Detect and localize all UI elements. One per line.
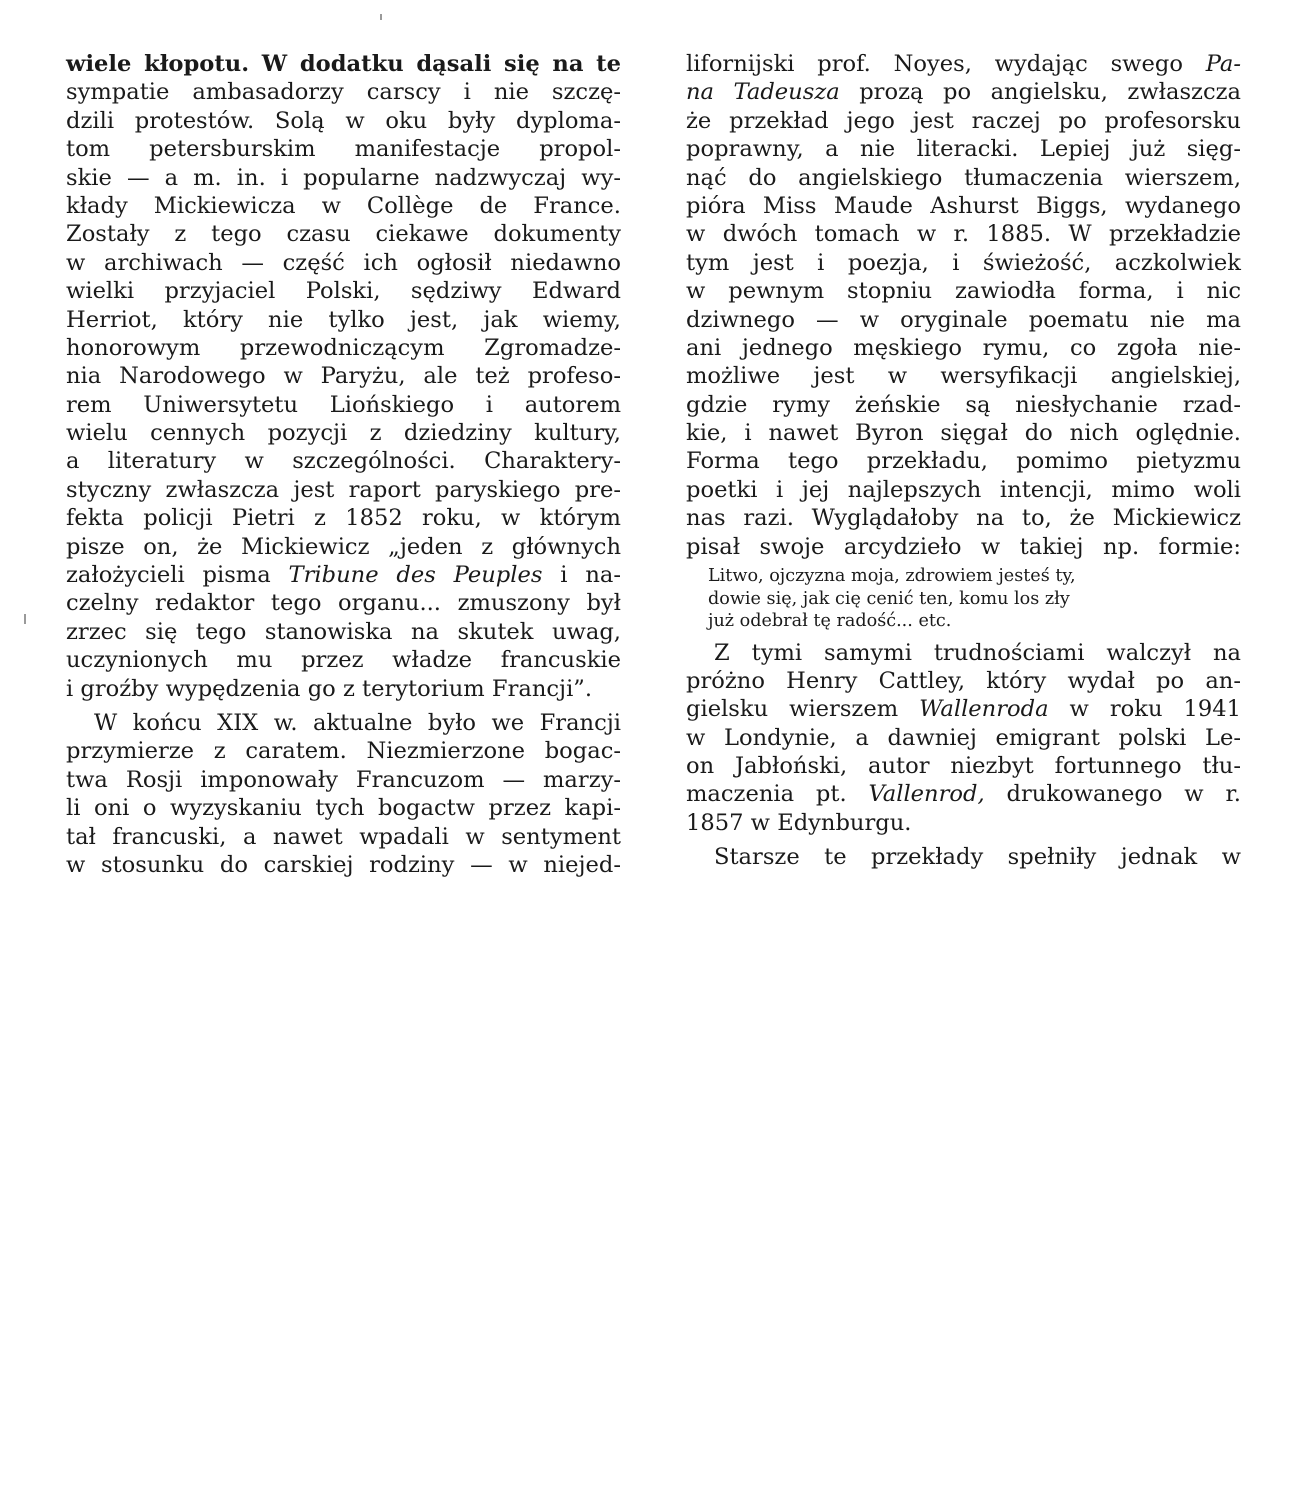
text-line: li oni o wyzyskaniu tych bogactw przez kapi- [66,795,621,822]
text-line: wielki przyjaciel Polski, sędziwy Edward [66,278,621,305]
text-line: gielsku wierszem Wallenroda w roku 1941 [686,696,1241,723]
text-line: w Londynie, a dawniej emigrant polski Le- [686,724,1241,751]
scan-speck [380,14,382,20]
text-line: kie, i nawet Byron sięgał do nich oględnie. [686,420,1241,447]
text-line: Zostały z tego czasu ciekawe dokumenty [66,221,621,248]
text-line: wielu cennych pozycji z dziedziny kultury, [66,420,621,447]
text-line: fekta policji Pietri z 1852 roku, w którym [66,505,621,532]
text-line: założycieli pisma Tribune des Peuples i na- [66,562,621,589]
poem-line: już odebrał tę radość... etc. [708,611,952,632]
text-line: Herriot, który nie tylko jest, jak wiemy, [66,306,621,333]
text-line: możliwe jest w wersyfikacji angielskiej, [686,363,1241,390]
text-line: dzili protestów. Solą w oku były dyploma- [66,107,621,134]
text-line: ani jednego męskiego rymu, co zgoła nie- [686,334,1241,361]
left-paragraph-2 [66,709,621,879]
text-line: kłady Mickiewicza w Collège de France. [66,192,621,219]
right-column [686,50,1241,872]
text-line: nas razi. Wyglądałoby na to, że Mickiewicz [686,505,1241,532]
text-line: pisze on, że Mickiewicz „jeden z głównych [66,533,621,560]
text-line: tał francuski, a nawet wpadali w sentyment [66,823,621,850]
text-line: w stosunku do carskiej rodziny — w niejed- [66,851,621,878]
text-line: 1857 w Edynburgu. [686,809,912,836]
text-line: wiele kłopotu. W dodatku dąsali się na te [66,51,621,77]
text-line: na Tadeusza prozą po angielsku, zwłaszcza [686,79,1241,106]
right-paragraph-1 [686,50,1241,561]
text-line: przymierze z caratem. Niezmierzone bogac- [66,738,621,765]
text-line: w dwóch tomach w r. 1885. W przekładzie [686,221,1241,248]
text-line: czelny redaktor tego organu... zmuszony był [66,590,621,617]
left-paragraph-1 [66,50,621,703]
text-line: nia Narodowego w Paryżu, ale też profeso- [66,363,621,390]
text-line: nąć do angielskiego tłumaczenia wierszem, [686,164,1241,191]
text-line: pisał swoje arcydzieło w takiej np. formie: [686,533,1241,560]
text-line: a literatury w szczególności. Charaktery- [66,448,621,475]
text-line: rem Uniwersytetu Liońskiego i autorem [66,391,621,418]
text-line: w pewnym stopniu zawiodła forma, i nic [686,278,1241,305]
poem-line: Litwo, ojczyzna moja, zdrowiem jesteś ty, [708,566,1076,587]
text-line: lifornijski prof. Noyes, wydając swego Pa- [686,51,1241,77]
text-line: gdzie rymy żeńskie są niesłychanie rzad- [686,391,1241,418]
text-line: zrzec się tego stanowiska na skutek uwag, [66,618,621,645]
text-line: on Jabłoński, autor niezbyt fortunnego tłu- [686,753,1241,780]
text-line: że przekład jego jest raczej po profesorsku [686,107,1241,134]
text-line: W końcu XIX w. aktualne było we Francji [94,709,621,736]
text-line: i groźby wypędzenia go z terytorium Francji”. [66,675,593,702]
text-line: dziwnego — w oryginale poematu nie ma [686,306,1241,333]
text-line: tom petersburskim manifestacje propol- [66,136,621,163]
right-paragraph-2 [686,639,1241,838]
text-line: twa Rosji imponowały Francuzom — marzy- [66,766,621,793]
right-paragraph-3 [686,843,1241,871]
text-line: styczny zwłaszcza jest raport paryskiego pre- [66,476,621,503]
text-line: tym jest i poezja, i świeżość, aczkolwiek [686,249,1241,276]
text-line: poetki i jej najlepszych intencji, mimo woli [686,476,1241,503]
text-line: Forma tego przekładu, pomimo pietyzmu [686,448,1241,475]
text-line: w archiwach — część ich ogłosił niedawno [66,249,621,276]
text-line: uczynionych mu przez władze francuskie [66,647,621,674]
poem-quotation [708,565,1241,633]
text-line: poprawny, a nie literacki. Lepiej już sięg- [686,136,1241,163]
scan-speck [24,614,26,624]
poem-line: dowie się, jak cię cenić ten, komu los zły [708,588,1070,609]
text-line: maczenia pt. Vallenrod, drukowanego w r. [686,781,1241,808]
text-line: honorowym przewodniczącym Zgromadze- [66,334,621,361]
text-line: Z tymi samymi trudnościami walczył na [714,639,1241,666]
text-line: próżno Henry Cattley, który wydał po an- [686,667,1241,694]
left-column [66,50,621,879]
text-line: skie — a m. in. i popularne nadzwyczaj wy- [66,164,621,191]
text-line: sympatie ambasadorzy carscy i nie szczę- [66,79,621,106]
text-line: Starsze te przekłady spełniły jednak w [714,844,1241,871]
text-line: pióra Miss Maude Ashurst Biggs, wydanego [686,192,1241,219]
